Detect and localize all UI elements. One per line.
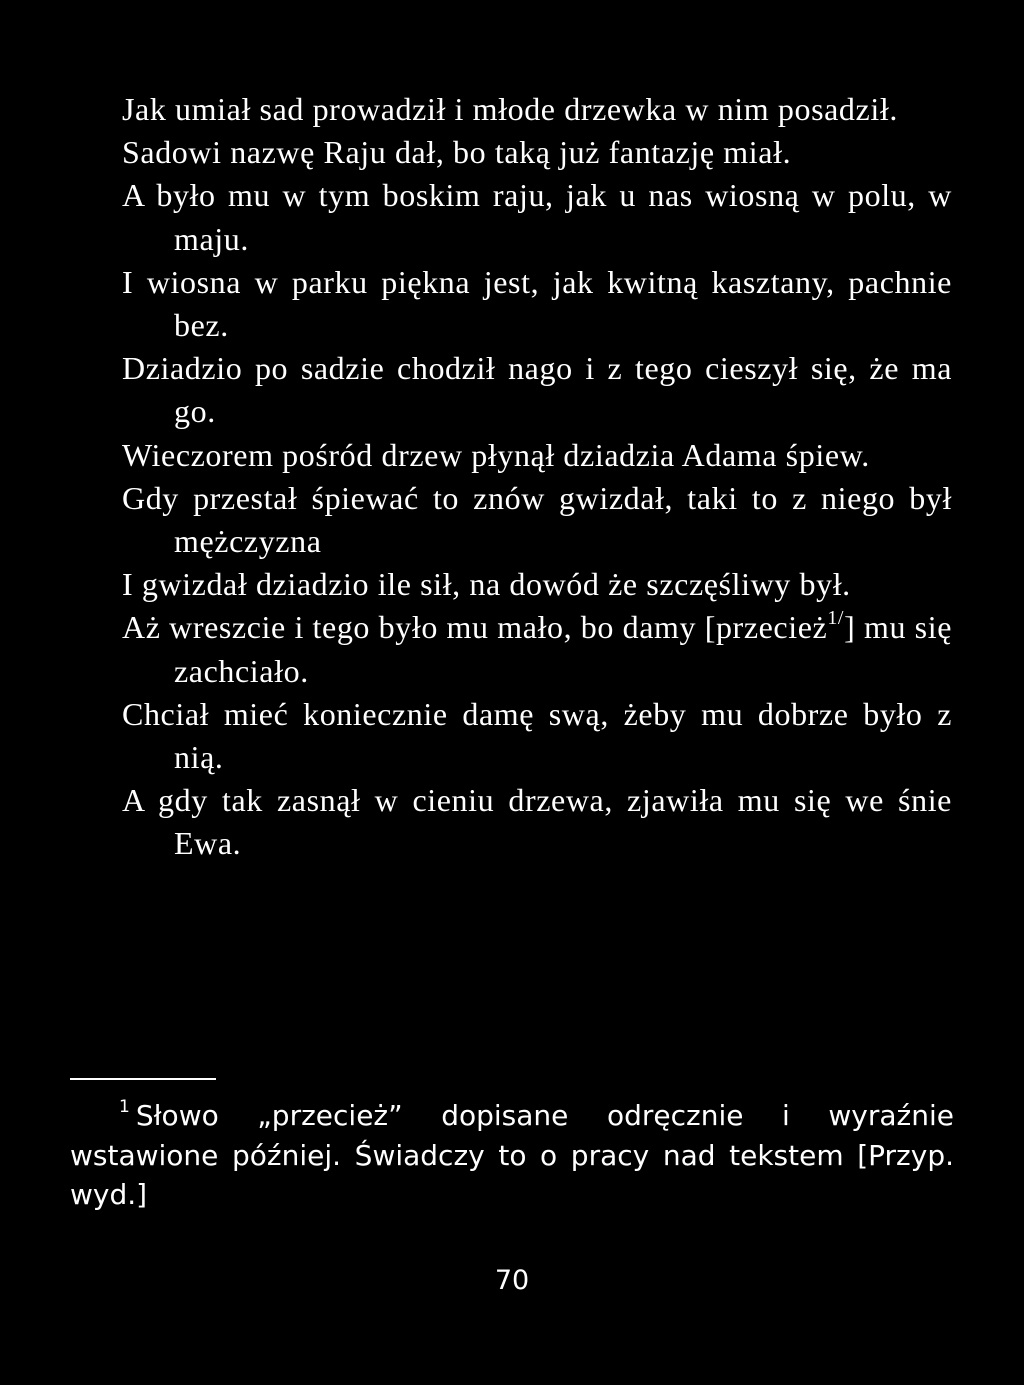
verse-line: Gdy przestał śpiewać to znów gwizdał, taki to z niego był mężczyzna: [122, 479, 952, 560]
verse-line: Jak umiał sad prowadził i młode drzewka w nim posadził.: [122, 91, 898, 127]
verse-line: Sadowi nazwę Raju dał, bo taką już fantazję miał.: [122, 134, 792, 171]
verse-line: A gdy tak zasnął w cieniu drzewa, zjawiła mu się we śnie Ewa.: [122, 782, 952, 862]
verse-text: ] mu się zachciało.: [174, 609, 952, 689]
page-number: 70: [494, 1265, 530, 1296]
footnote-divider: [70, 1078, 216, 1080]
footnote-reference: 1/: [827, 607, 845, 630]
verse-line: I wiosna w parku piękna jest, jak kwitną kasztany, pachnie bez.: [122, 263, 952, 344]
verse-line-with-footnote: [122, 606, 952, 692]
verse-line: Wieczorem pośród drzew płynął dziadzia Adama śpiew.: [122, 436, 870, 473]
footnote-number: 1: [119, 1097, 130, 1117]
verse-line: Chciał mieć koniecznie damę swą, żeby mu dobrze było z nią.: [122, 695, 952, 776]
verse-line: A było mu w tym boskim raju, jak u nas wiosną w polu, w maju.: [122, 177, 952, 257]
verse-line: I gwizdał dziadzio ile sił, na dowód że szczęśliwy był.: [122, 566, 851, 603]
verse-line: Dziadzio po sadzie chodził nago i z tego cieszył się, że ma go.: [122, 350, 952, 430]
poem-text: [122, 88, 952, 866]
footnote: [70, 1096, 954, 1215]
footnote-text: Słowo „przecież” dopisane odręcznie i wyraźnie wstawione później. Świadczy to o pracy nad tekstem [Przyp. wyd.]: [70, 1099, 954, 1211]
verse-text: Aż wreszcie i tego było mu mało, bo damy [przecież: [122, 609, 828, 646]
